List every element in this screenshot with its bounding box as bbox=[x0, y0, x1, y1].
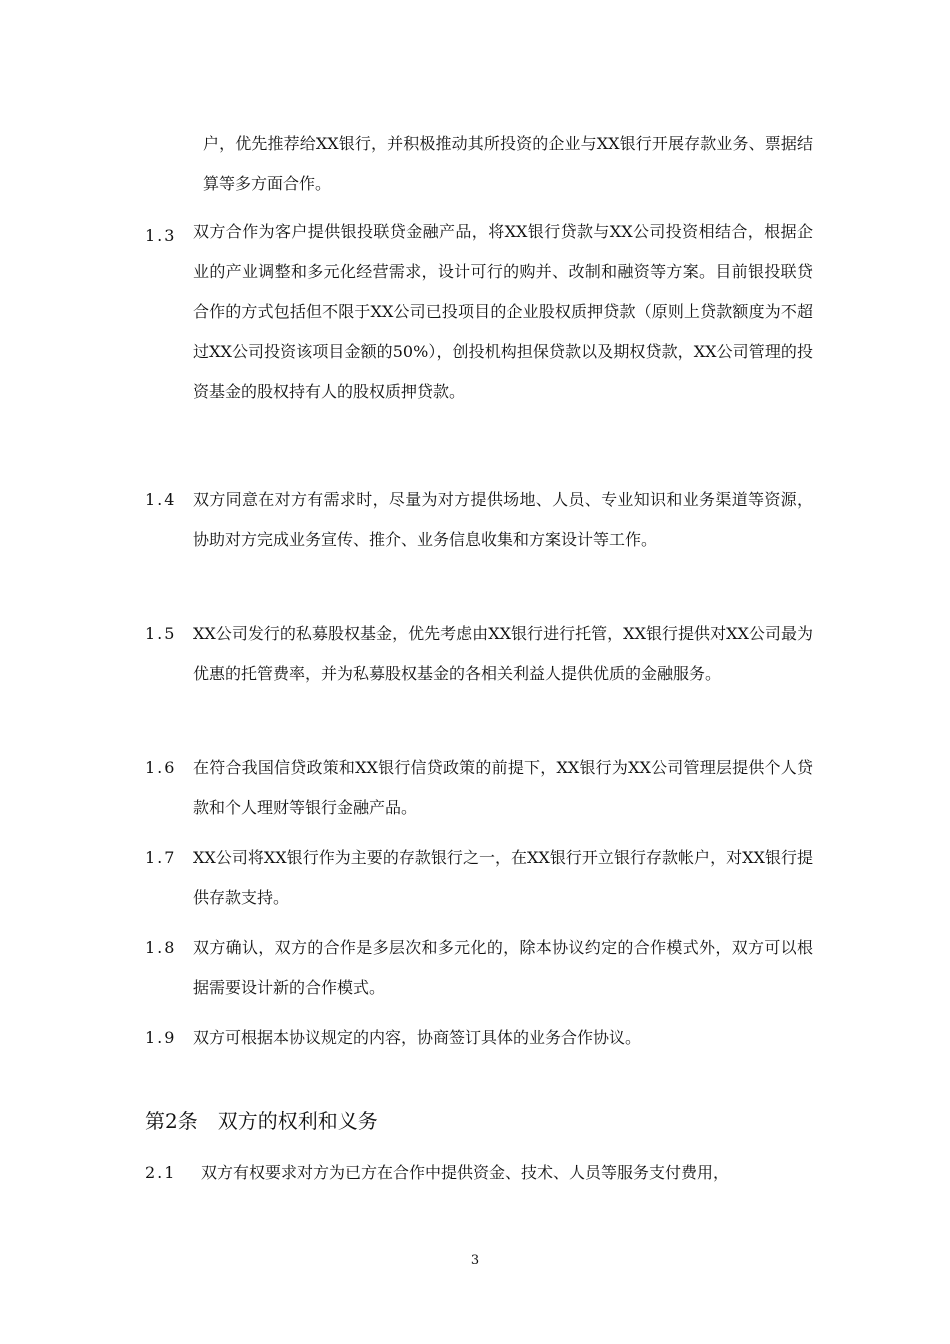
clause-number: 2.1 bbox=[145, 1163, 177, 1182]
clause-number: 1.6 bbox=[145, 758, 177, 777]
clause-number: 1.8 bbox=[145, 938, 177, 957]
clause-number: 1.7 bbox=[145, 848, 177, 867]
section-heading: 第2条 双方的权利和义务 bbox=[145, 1109, 378, 1133]
clause-text: 双方可根据本协议规定的内容，协商签订具体的业务合作协议。 bbox=[193, 1028, 642, 1047]
clause-text: XX公司发行的私募股权基金，优先考虑由XX银行进行托管，XX银行提供对XX公司最为优惠的托管费率，并为私募股权基金的各相关利益人提供优质的金融服务。 bbox=[193, 624, 813, 683]
clause-number: 1.3 bbox=[145, 226, 177, 245]
continuation-paragraph: 户，优先推荐给XX银行，并积极推动其所投资的企业与XX银行开展存款业务、票据结算等多方面合作。 bbox=[203, 134, 813, 193]
clause-text: XX公司将XX银行作为主要的存款银行之一，在XX银行开立银行存款帐户，对XX银行提供存款支持。 bbox=[193, 848, 813, 907]
clause-text: 双方确认，双方的合作是多层次和多元化的，除本协议约定的合作模式外，双方可以根据需要设计新的合作模式。 bbox=[193, 938, 813, 997]
clause-number: 1.4 bbox=[145, 490, 177, 509]
clause-text: 双方有权要求对方为已方在合作中提供资金、技术、人员等服务支付费用， bbox=[201, 1163, 730, 1182]
clause-text: 双方合作为客户提供银投联贷金融产品，将XX银行贷款与XX公司投资相结合，根据企业的产业调整和多元化经营需求，设计可行的购并、改制和融资等方案。目前银投联贷合作的方式包括但不限于XX公司已投项目的企业股权质押贷款（原则上贷款额度为不超过XX公司投资该项目金额的50%），创投机构担保贷款以及期权贷款，XX公司管理的投资基金的股权持有人的股权质押贷款。 bbox=[193, 222, 813, 401]
clause-number: 1.9 bbox=[145, 1028, 177, 1047]
clause-number: 1.5 bbox=[145, 624, 177, 643]
clause-text: 双方同意在对方有需求时，尽量为对方提供场地、人员、专业知识和业务渠道等资源，协助对方完成业务宣传、推介、业务信息收集和方案设计等工作。 bbox=[193, 490, 813, 549]
clause-text: 在符合我国信贷政策和XX银行信贷政策的前提下，XX银行为XX公司管理层提供个人贷款和个人理财等银行金融产品。 bbox=[193, 758, 813, 817]
page-number: 3 bbox=[470, 1253, 480, 1268]
